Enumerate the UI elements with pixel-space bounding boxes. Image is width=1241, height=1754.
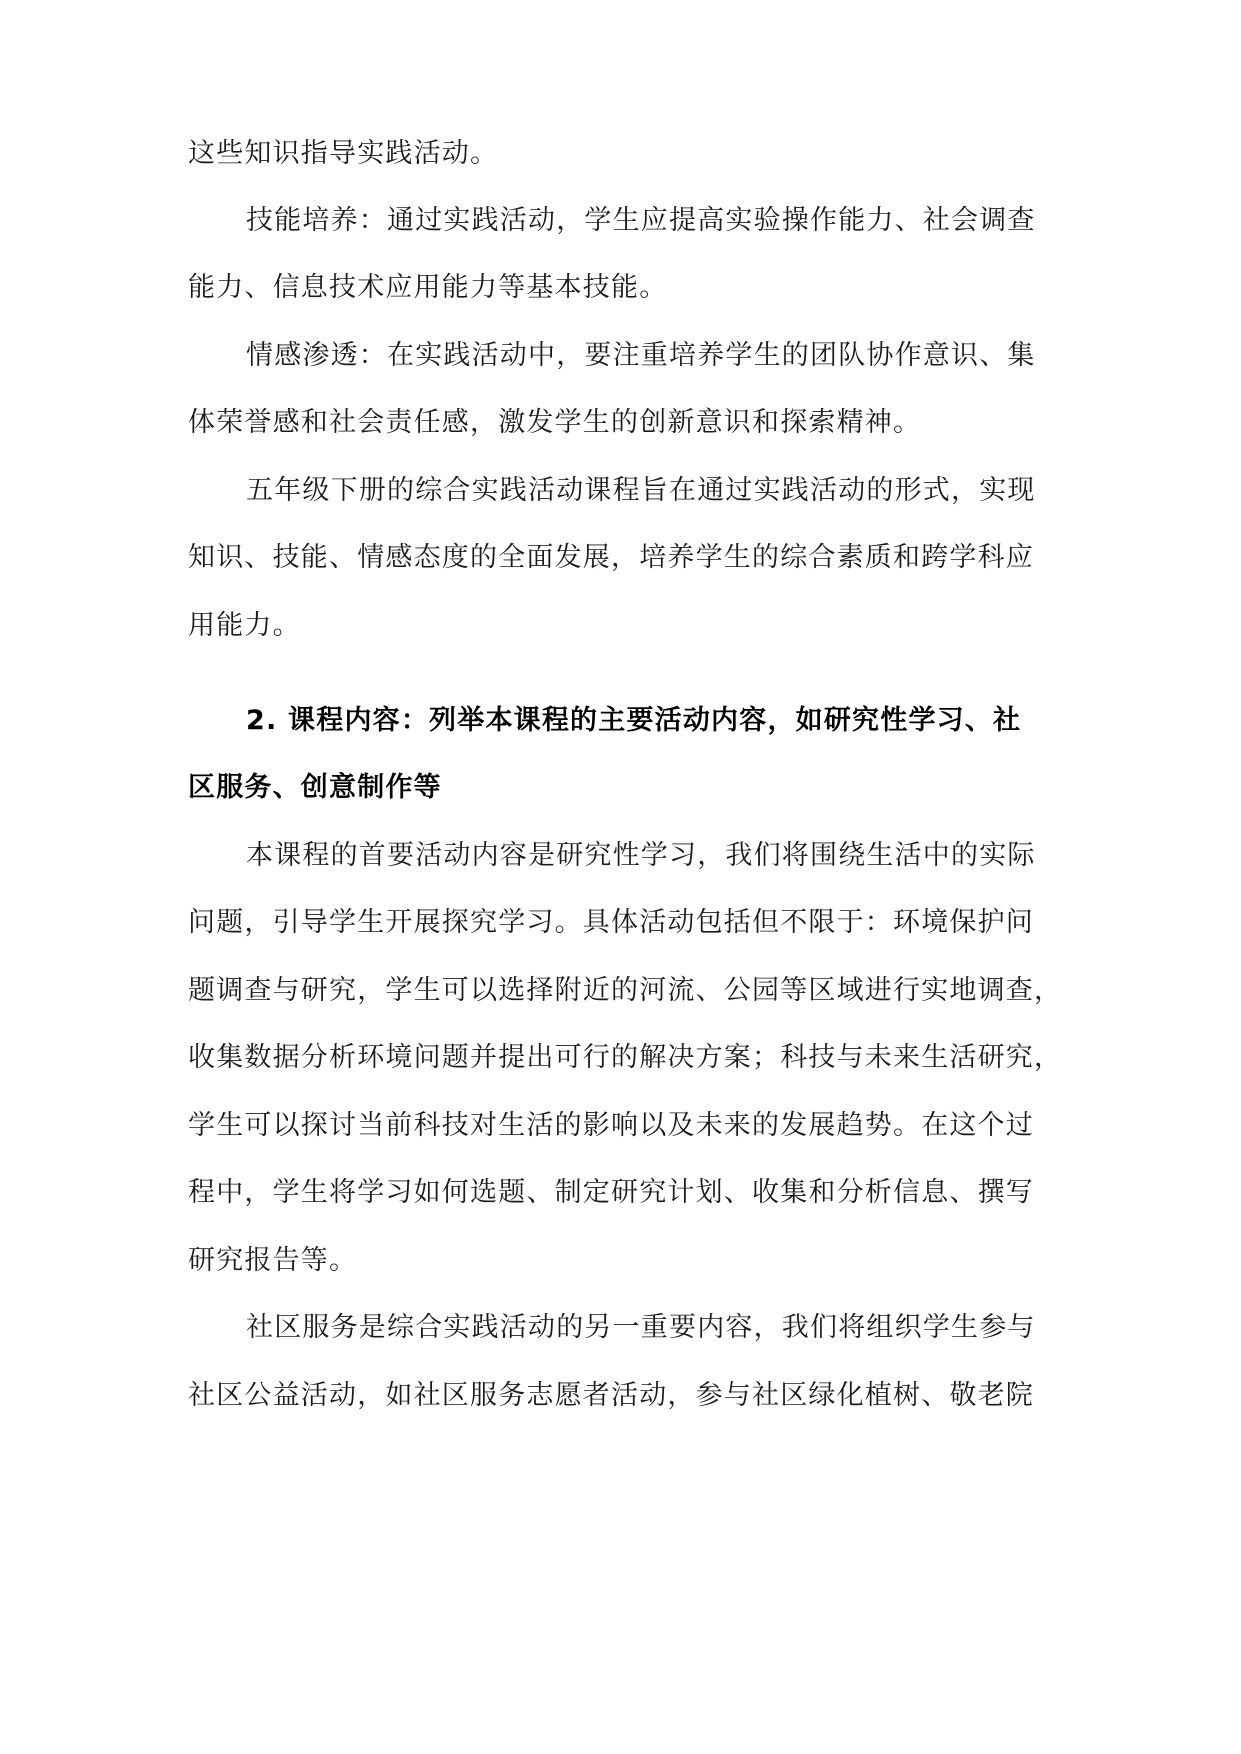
paragraph-research-line: 本课程的首要活动内容是研究性学习，我们将围绕生活中的实际 (246, 840, 1036, 871)
paragraph-research-line: 程中，学生将学习如何选题、制定研究计划、收集和分析信息、撰写 (188, 1177, 1034, 1208)
paragraph-skills-line: 能力、信息技术应用能力等基本技能。 (188, 272, 668, 303)
paragraph-research-line: 题调查与研究，学生可以选择附近的河流、公园等区域进行实地调查， (188, 975, 1063, 1006)
paragraph-summary-line: 用能力。 (188, 610, 301, 641)
paragraph-skills-line: 技能培养：通过实践活动，学生应提高实验操作能力、社会调查 (246, 205, 1036, 236)
paragraph-summary-line: 知识、技能、情感态度的全面发展，培养学生的综合素质和跨学科应 (188, 542, 1034, 573)
paragraph-emotion-line: 体荣誉感和社会责任感，激发学生的创新意识和探索精神。 (188, 407, 922, 438)
body-line: 这些知识指导实践活动。 (188, 138, 499, 169)
paragraph-community-line: 社区服务是综合实践活动的另一重要内容，我们将组织学生参与 (246, 1312, 1036, 1343)
paragraph-emotion-line: 情感渗透：在实践活动中，要注重培养学生的团队协作意识、集 (246, 340, 1036, 371)
section-heading: 区服务、创意制作等 (188, 772, 442, 803)
paragraph-research-line: 问题，引导学生开展探究学习。具体活动包括但不限于：环境保护问 (188, 907, 1034, 938)
section-heading: 2. 课程内容：列举本课程的主要活动内容，如研究性学习、社 (246, 705, 1022, 736)
paragraph-summary-line: 五年级下册的综合实践活动课程旨在通过实践活动的形式，实现 (246, 475, 1036, 506)
paragraph-research-line: 收集数据分析环境问题并提出可行的解决方案；科技与未来生活研究， (188, 1042, 1063, 1073)
paragraph-research-line: 研究报告等。 (188, 1245, 358, 1276)
paragraph-community-line: 社区公益活动，如社区服务志愿者活动，参与社区绿化植树、敬老院 (188, 1380, 1034, 1411)
paragraph-research-line: 学生可以探讨当前科技对生活的影响以及未来的发展趋势。在这个过 (188, 1110, 1034, 1141)
